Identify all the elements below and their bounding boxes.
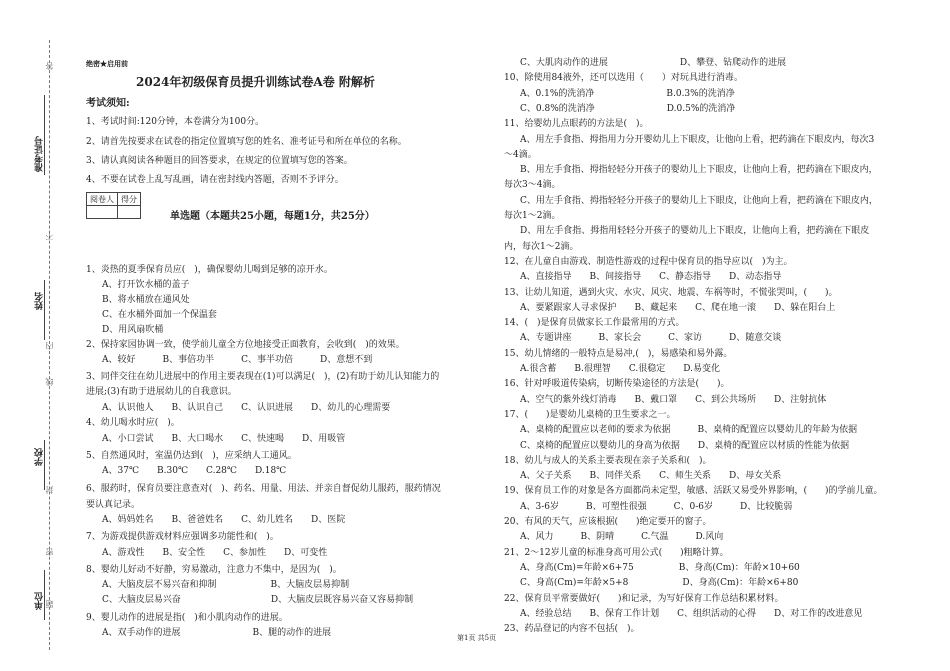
seal-word: 线 [45,378,54,386]
seal-word: 内 [45,342,54,350]
grader-cell: 阅卷人 [87,193,118,206]
seal-word: 不 [45,232,54,240]
section-title: 单选题（本题共25小题，每题1分，共25分） [170,211,375,222]
answer-option-line: A.很含蓄 B.很理智 C.很稳定 D.易变化 [520,364,721,374]
question-line: 23、药品登记的内容不包括( )。 [504,624,640,635]
seal-word: 题 [45,600,54,608]
answer-option-line: C、用左手食指、拇指轻轻分开孩子的婴幼儿上下眼皮，让他向上看，把药滴在下眼皮内， [520,195,878,206]
question-line: 内，每次1～2滴。 [504,241,579,252]
question-line: 21、2～12岁儿童的标准身高可用公式( )粗略计算。 [504,547,729,558]
seal-word: 密 [45,548,54,556]
answer-option-line: A、认识他人 B、认识自己 C、认识进展 D、幼儿的心理需要 [102,403,391,413]
answer-option-line: A、经验总结 B、保育工作计划 C、组织活动的心得 D、对工作的改进意见 [520,608,863,619]
answer-option-line: C、身高(Cm)=年龄×5+8 D、身高(Cm)：年龄×6+80 [520,578,799,589]
unit-fill-line [44,570,45,620]
answer-option-line: A、桌椅的配置应以老师的要求为依据 B、桌椅的配置应以婴幼儿的年龄为依据 [520,425,858,436]
answer-option-line: A、0.1%的洗消净 B.0.3%的洗消净 [520,88,735,99]
answer-option-line: C、桌椅的配置应以婴幼儿的身高为依据 D、桌椅的配置应以材质的性能为依据 [520,440,850,451]
question-line: 2、保持家园协调一致，使学前儿童全方位地接受正面教育，会收到( )的效果。 [86,340,405,350]
question-line: 16、针对呼吸道传染病，切断传染途径的方法是( )。 [504,379,730,390]
gutter-label-school: 学校 [35,448,45,466]
question-line: 每次1～2滴。 [504,211,561,221]
answer-option-line: A、双手动作的进展 B、腿的动作的进展 [102,628,332,638]
answer-option-line: A、用左手食指、拇指用力分开婴幼儿上下眼皮，让他向上看，把药滴在下眼皮内，每次3 [520,134,875,145]
answer-option-line: A、小口尝试 B、大口喝水 C、快速喝 D、用吸管 [102,434,346,444]
answer-option-line: A、3-6岁 B、可塑性很强 C、0-6岁 D、比较脆弱 [520,501,793,512]
gutter-label-unit: 单位 [35,592,45,610]
answer-option-line: B、用左手食指、拇指轻轻分开孩子的婴幼儿上下眼皮，让他向上看，把药滴在下眼皮内， [520,165,878,176]
question-line: 14、( )是保育员做家长工作最常用的方式。 [504,318,685,329]
name-fill-line [44,280,45,340]
confidential-note: 绝密★启用前 [86,59,128,68]
question-line: 4、幼儿喝水时应( )。 [86,418,180,428]
answer-option-line: A、直接指导 B、间接指导 C、静态指导 D、动态指导 [520,272,782,283]
question-line: 18、幼儿与成人的关系主要表现在亲子关系和( )。 [504,455,712,466]
answer-option-line: A、专题讲座 B、家长会 C、家访 D、随意交谈 [520,333,782,344]
notice-item: 1、考试时间:120分钟，本卷满分为100分。 [86,117,265,127]
question-line: 9、婴儿动作的进展是指( )和小肌肉动作的进展。 [86,613,288,623]
question-line: 19、保育员工作的对象是各方面都尚未定型，敏感、活跃又易受外界影响，( )的学前儿童。 [504,486,883,497]
school-fill-line [44,440,45,490]
seal-word: 答 [45,62,54,70]
answer-option-line: A、空气的紫外线灯消毒 B、戴口罩 C、到公共场所 D、注射抗体 [520,394,827,405]
question-line: 20、有风的天气，应该根据( )绝定要开的窗子。 [504,517,712,527]
answer-option-line: A、游戏性 B、安全性 C、参加性 D、可变性 [102,548,328,558]
grader-input-cell[interactable] [87,206,118,219]
question-line: 13、让幼儿知道，遇到火灾、水灾、风灾、地震、车祸等时，不慌张哭叫，( )。 [504,287,838,298]
gutter-label-exam-number: 准考证号 [35,136,45,172]
question-line: 17、( )是婴幼儿桌椅的卫生要求之一。 [504,409,676,420]
score-cell: 得分 [118,193,141,206]
question-line: 进展;(3)有助于进展幼儿的自我意识。 [86,387,237,397]
answer-option-line: D、用风扇吹桶 [102,325,164,335]
gutter-label-name: 姓名 [35,292,45,310]
answer-option-line: C、在水桶外面加一个保温套 [102,310,217,320]
answer-option-line: A、要紧跟家人寻求保护 B、藏起来 C、爬在地一滚 D、躲在阳台上 [520,302,836,313]
question-line: 11、给婴幼儿点眼药的方法是( )。 [504,119,649,130]
question-line: ～4滴。 [504,149,537,160]
score-input-cell[interactable] [118,206,141,219]
answer-option-line: B、将水桶放在通风处 [102,295,190,305]
answer-option-line: A、打开饮水桶的盖子 [102,280,190,290]
question-line: 8、婴幼儿好动不好静，穷易激动，注意力不集中，是因为( )。 [86,565,342,575]
question-line: 5、自然通风时，室温仍达到( )，应采纳人工通风。 [86,451,297,461]
question-line: 12、在儿童自由游戏、制造性游戏的过程中保育员的指导应以( )为主。 [504,256,793,267]
question-line: 每次3～4滴。 [504,180,561,191]
notice-item: 4、不要在试卷上乱写乱画，请在密封线内答题，否则不予评分。 [86,175,344,185]
answer-option-line: D、用左手食指、拇指用轻轻分开孩子的婴幼儿上下眼皮，让他向上看，把药滴在下眼皮 [520,226,870,237]
page-footer: 第1页 共5页 [457,634,497,642]
page-title: 2024年初级保育员提升训练试卷A卷 附解析 [136,75,375,89]
question-line: 6、服药时，保育员要注意查对( )、药名、用量、用法、并亲自督促幼儿服药，服药情况 [86,484,441,494]
question-line: 7、为游戏提供游戏材料应强调多功能性和( )。 [86,532,279,542]
notice-item: 2、请首先按要求在试卷的指定位置填写您的姓名、准考证号和所在单位的名称。 [86,137,407,147]
answer-option-line: A、风力 B、阴晴 C.气温 D.风向 [520,532,724,543]
answer-option-line: A、父子关系 B、同伴关系 C、师生关系 D、母女关系 [520,471,782,482]
question-line: 要认真记录。 [86,500,141,510]
answer-option-line: C、0.8%的洗消净 D.0.5%的洗消净 [520,103,736,114]
question-line: 1、炎热的夏季保育员应( )，确保婴幼儿喝到足够的凉开水。 [86,265,333,275]
notice-heading: 考试须知: [86,98,130,109]
question-line: 22、保育员平常要做好( )和记录，为写好保育工作总结积累材料。 [504,593,784,604]
answer-option-line: A、妈妈姓名 B、爸爸姓名 C、幼儿姓名 D、医院 [102,515,346,525]
exam-number-fill-line [44,95,45,175]
answer-option-line: C、大脑皮层易兴奋 D、大脑皮层既容易兴奋又容易抑制 [102,595,414,605]
question-line: 3、同伴交往在幼儿进展中的作用主要表现在(1)可以满足( )，(2)有助于幼儿认知能力的 [86,372,440,382]
answer-option-line: A、身高(Cm)=年龄×6+75 B、身高(Cm)：年龄×10+60 [520,562,800,573]
answer-option-line: C、大肌肉动作的进展 D、攀登、钻爬动作的进展 [520,58,787,68]
grader-table [86,192,141,219]
answer-option-line: A、较好 B、事倍功半 C、事半功倍 D、意想不到 [102,355,373,365]
seal-word: 封 [45,486,54,494]
notice-item: 3、请认真阅读各种题目的回答要求，在规定的位置填写您的答案。 [86,156,353,166]
question-line: 15、幼儿情绪的一般特点是易冲,( )，易感染和易外露。 [504,348,733,359]
answer-option-line: A、大脑皮层不易兴奋和抑制 B、大脑皮层易抑制 [102,580,350,590]
answer-option-line: A、37℃ B.30℃ C.28℃ D.18℃ [102,466,287,476]
question-line: 10、除使用84液外，还可以选用（ ）对玩具进行消毒。 [504,73,743,84]
